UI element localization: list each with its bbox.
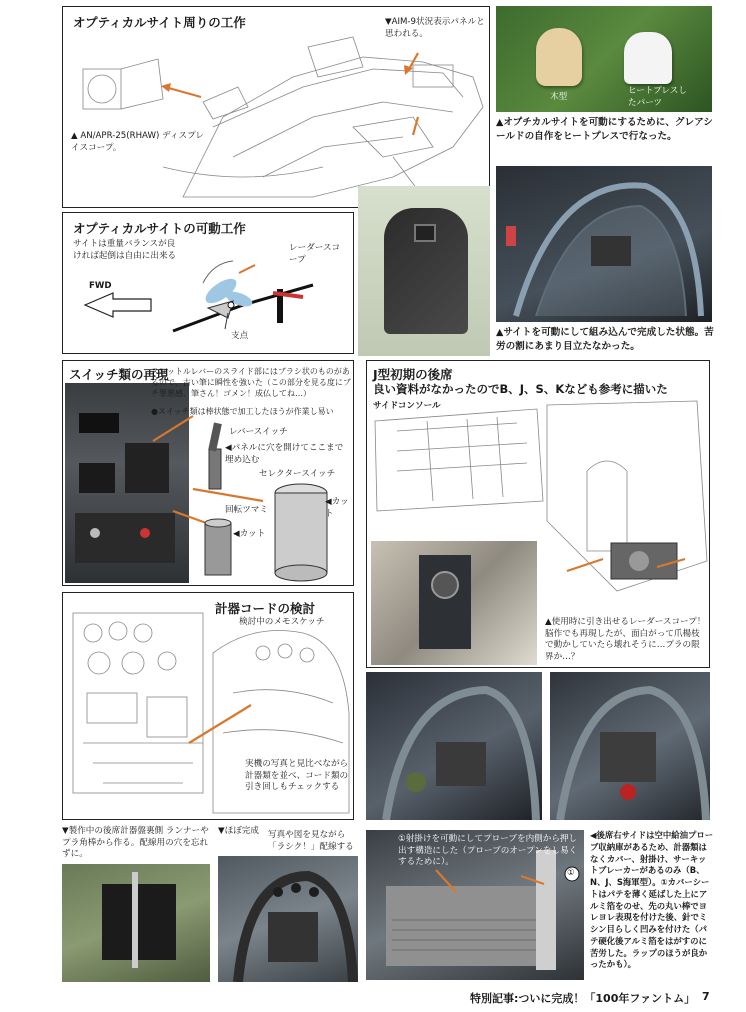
j-rear-title-1: J型初期の後席 xyxy=(373,367,453,382)
lever-switch-label: レバースイッチ xyxy=(229,427,288,437)
selector-switch-label: セレクタースイッチ xyxy=(259,469,336,479)
rear-instrument-block xyxy=(419,555,471,649)
radar-scope-label: レーダースコープ xyxy=(289,243,341,265)
panel-embed-label: ◀パネルに穴を開けてここまで埋め込む xyxy=(225,443,344,465)
j-rear-title-2: 良い資料がなかったのでB、J、S、Kなども参考に描いた xyxy=(373,382,668,396)
sight-lens xyxy=(414,224,436,242)
canopy-caption: ▲サイトを可動にして組み込んで完成した状態。苦労の割にあまり目立たなかった。 xyxy=(496,327,714,352)
throttle-note: スロットルレバーのスライド部にはブラシ状のものがあるので、古い筆に瞬性を強いた（この部分を見る度にブチ罪悪感、筆さん！ゴメン！成仏してね…） xyxy=(151,367,351,398)
rear-instrument-dial xyxy=(431,571,459,599)
almost-done-frame xyxy=(218,856,358,982)
gauge-cord-panel xyxy=(62,592,354,820)
making-rod xyxy=(132,872,138,968)
label-heatpress: ヒートプレスしたパーツ xyxy=(628,86,687,108)
probe-caption: ①射掛けを可動にしてプローブを内側から押し出す構造にした（プローブのオープンをし易くするために）。 xyxy=(398,834,578,868)
heatpress-part xyxy=(624,32,672,84)
fulcrum-label: 支点 xyxy=(231,331,249,341)
glare-shield-photo xyxy=(496,6,712,112)
switch-title: スイッチ類の再現 xyxy=(69,367,169,382)
rear-canopy-photo-left xyxy=(366,672,542,820)
optical-site-movable-panel xyxy=(62,212,354,354)
rear-canopy-photo-right xyxy=(550,672,710,820)
glare-caption: ▲オプチカルサイトを可動にするために、グレアシールドの自作をヒートプレスで行なった。 xyxy=(496,117,713,142)
cut-label-1: ◀カット xyxy=(325,497,349,519)
rear-canopy-frame-right xyxy=(550,672,710,820)
side-console-label: サイドコンソール xyxy=(373,401,441,411)
rasuku-caption: 写真や図を見ながら「ラシク！」配線する xyxy=(268,830,354,852)
rear-cockpit-photo xyxy=(371,541,537,665)
fwd-label: FWD xyxy=(89,281,112,291)
making-caption: ▼製作中の後席計器盤裏側 ランナーやプラ角棒から作る。配線用の穴を忘れずに。 xyxy=(62,826,209,860)
memo-sketch-label: 検討中のメモスケッチ xyxy=(239,617,325,627)
almost-done-caption: ▼ほぼ完成 xyxy=(218,826,259,836)
footer-title: 特別記事:ついに完成！「100年ファントム」 xyxy=(470,992,696,1005)
switch-section-panel xyxy=(62,360,354,586)
making-photo xyxy=(62,864,210,982)
apr25-note: ▲ AN/APR-25(RHAW) ディスプレイスコープ。 xyxy=(71,131,204,153)
right-side-caption: ◀後席右サイドは空中給油プローブ収納庫があるため、計器類はなくカバー、射掛け、サーキットブレーカーがあるのみ（B、N、J、S海軍型）。①カバーシートはパテを薄く延ばした上にアルミ箔をのせ、先の丸い棒でヨレヨレ表現を付けた後、針でミシン目らしく凹みを付けた（パテ硬化後アルミ箔をはがすのに苦労した。ラップのほうが良かったかも）。 xyxy=(590,830,714,970)
j-rear-seat-panel xyxy=(366,360,710,668)
rod-note: ●スイッチ類は棒状態で加工したほうが作業し易い xyxy=(151,407,334,416)
check-note: 実機の写真と見比べながら計器類を並べ、コード類の引き回しもチェックする xyxy=(245,759,349,793)
knob-label: 回転ツマミ xyxy=(225,505,268,515)
sight-photo xyxy=(358,186,490,356)
almost-done-photo xyxy=(218,856,358,982)
making-instrument-back xyxy=(102,884,176,960)
canopy-frame xyxy=(496,166,712,322)
cut-label-2: ◀カット xyxy=(233,529,266,539)
canopy-photo xyxy=(496,166,712,322)
radar-scope-caption: ▲使用時に引き出せるレーダースコープ！脳作でも再現したが、面白がって爪楊枝で動かしていたら壊れそうに…プラの限界か…？ xyxy=(545,617,706,662)
rear-canopy-frame-left xyxy=(366,672,542,820)
label-wood: 木型 xyxy=(550,92,568,102)
wood-mold xyxy=(536,28,582,86)
page-number: 7 xyxy=(702,990,710,1003)
marker-1: ① xyxy=(567,868,575,878)
balance-note: サイトは重量バランスが良ければ起倒は自由に出来る xyxy=(73,239,177,261)
gauge-title: 計器コードの検討 xyxy=(215,601,316,616)
optical-site-movable-title: オプティカルサイトの可動工作 xyxy=(73,221,246,236)
optical-site-work-panel xyxy=(62,6,490,208)
probe-bay-photo xyxy=(366,830,584,980)
aim9-note: ▼AIM-9状況表示パネルと思われる。 xyxy=(385,17,485,39)
optical-site-work-title: オプティカルサイト周りの工作 xyxy=(73,15,246,30)
